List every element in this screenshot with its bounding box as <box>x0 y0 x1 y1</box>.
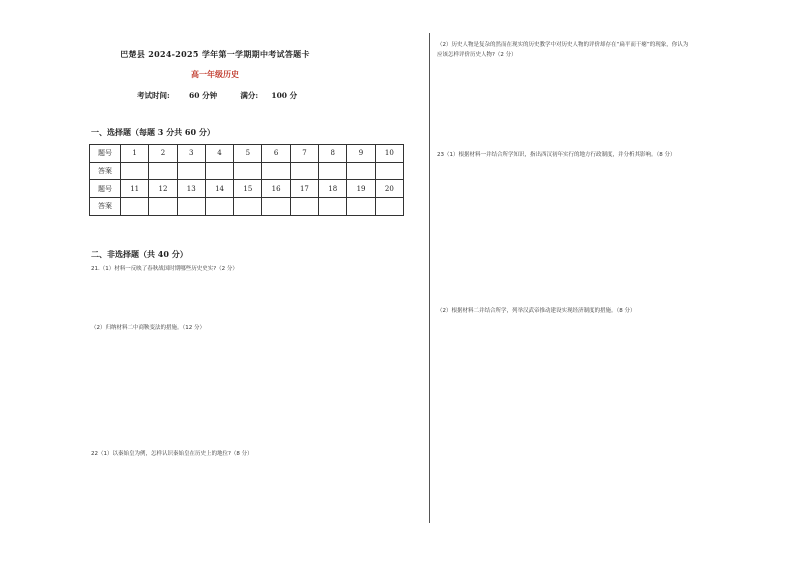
grade-subject: 高一年级历史 <box>191 69 239 79</box>
row-label-question: 题号 <box>90 180 121 198</box>
question-22-2-line2: 应该怎样评价历史人物?（2 分） <box>437 52 517 58</box>
question-number: 1 <box>121 145 149 163</box>
answer-cell[interactable] <box>319 162 347 180</box>
question-number: 6 <box>262 145 290 163</box>
question-number: 19 <box>347 180 375 198</box>
question-22-2 <box>437 40 777 60</box>
exam-info <box>137 90 297 101</box>
answer-cell[interactable] <box>290 162 318 180</box>
question-number: 7 <box>290 145 318 163</box>
time-label: 考试时间: <box>137 91 170 100</box>
score-value: 100 分 <box>271 91 298 100</box>
answer-cell[interactable] <box>121 198 149 216</box>
answer-cell[interactable] <box>375 162 403 180</box>
table-row <box>90 198 404 216</box>
row-label-answer: 答案 <box>90 162 121 180</box>
question-number: 17 <box>290 180 318 198</box>
question-number: 18 <box>319 180 347 198</box>
section1-title: 一、选择题（每题 3 分共 60 分） <box>91 127 215 137</box>
section2-title: 二、非选择题（共 40 分） <box>91 249 188 259</box>
question-number: 11 <box>121 180 149 198</box>
question-number: 9 <box>347 145 375 163</box>
row-label-question: 题号 <box>90 145 121 163</box>
question-22-1: 22（1）以秦始皇为例，怎样认识秦始皇在历史上的地位?（8 分） <box>91 451 253 457</box>
answer-area-22-2[interactable] <box>437 64 777 144</box>
answer-area-23-1[interactable] <box>437 162 777 300</box>
answer-cell[interactable] <box>121 162 149 180</box>
answer-area-23-2[interactable] <box>437 318 777 518</box>
time-value: 60 分钟 <box>189 91 218 100</box>
answer-cell[interactable] <box>149 198 177 216</box>
table-row <box>90 162 404 180</box>
question-22-2-line1: （2）历史人物是复杂的然而在现实的历史教学中对历史人物的评价却存在“扁平而干瘪”的现象，你认为 <box>437 42 689 48</box>
question-number: 16 <box>262 180 290 198</box>
question-number: 14 <box>205 180 233 198</box>
answer-cell[interactable] <box>177 162 205 180</box>
question-23-2: （2）根据材料二并结合所学，列举汉武帝推动建设实现经济制度的措施。（8 分） <box>437 308 636 314</box>
question-21-2: （2）归纳材料二中商鞅变法的措施。（12 分） <box>91 325 205 331</box>
question-number: 12 <box>149 180 177 198</box>
answer-cell[interactable] <box>347 198 375 216</box>
question-number: 13 <box>177 180 205 198</box>
question-number: 15 <box>234 180 262 198</box>
answer-area-21-1[interactable] <box>91 276 421 318</box>
answer-cell[interactable] <box>262 198 290 216</box>
answer-cell[interactable] <box>262 162 290 180</box>
question-number: 10 <box>375 145 403 163</box>
column-divider <box>429 33 430 523</box>
answer-cell[interactable] <box>205 198 233 216</box>
row-label-answer: 答案 <box>90 198 121 216</box>
question-number: 2 <box>149 145 177 163</box>
answer-cell[interactable] <box>234 162 262 180</box>
answer-cell[interactable] <box>347 162 375 180</box>
answer-cell[interactable] <box>234 198 262 216</box>
answer-cell[interactable] <box>290 198 318 216</box>
question-21-1: 21.（1）材料一反映了春秋战国时期哪些历史史实?（2 分） <box>91 266 238 272</box>
answer-area-22-1[interactable] <box>91 461 421 521</box>
question-number: 20 <box>375 180 403 198</box>
question-number: 4 <box>205 145 233 163</box>
question-number: 5 <box>234 145 262 163</box>
answer-sheet-title: 巴楚县 2024-2025 学年第一学期期中考试答题卡 <box>120 49 310 59</box>
answer-area-21-2[interactable] <box>91 335 421 445</box>
answer-cell[interactable] <box>375 198 403 216</box>
answer-cell[interactable] <box>149 162 177 180</box>
answer-cell[interactable] <box>319 198 347 216</box>
answer-cell[interactable] <box>177 198 205 216</box>
table-row <box>90 145 404 163</box>
question-23-1: 23（1）根据材料一并结合所学知识，指出西汉初年实行的地方行政制度，并分析其影响。（8 分） <box>437 152 676 158</box>
answer-cell[interactable] <box>205 162 233 180</box>
score-label: 满分: <box>240 91 259 100</box>
answer-table <box>89 144 404 216</box>
table-row <box>90 180 404 198</box>
question-number: 3 <box>177 145 205 163</box>
question-number: 8 <box>319 145 347 163</box>
